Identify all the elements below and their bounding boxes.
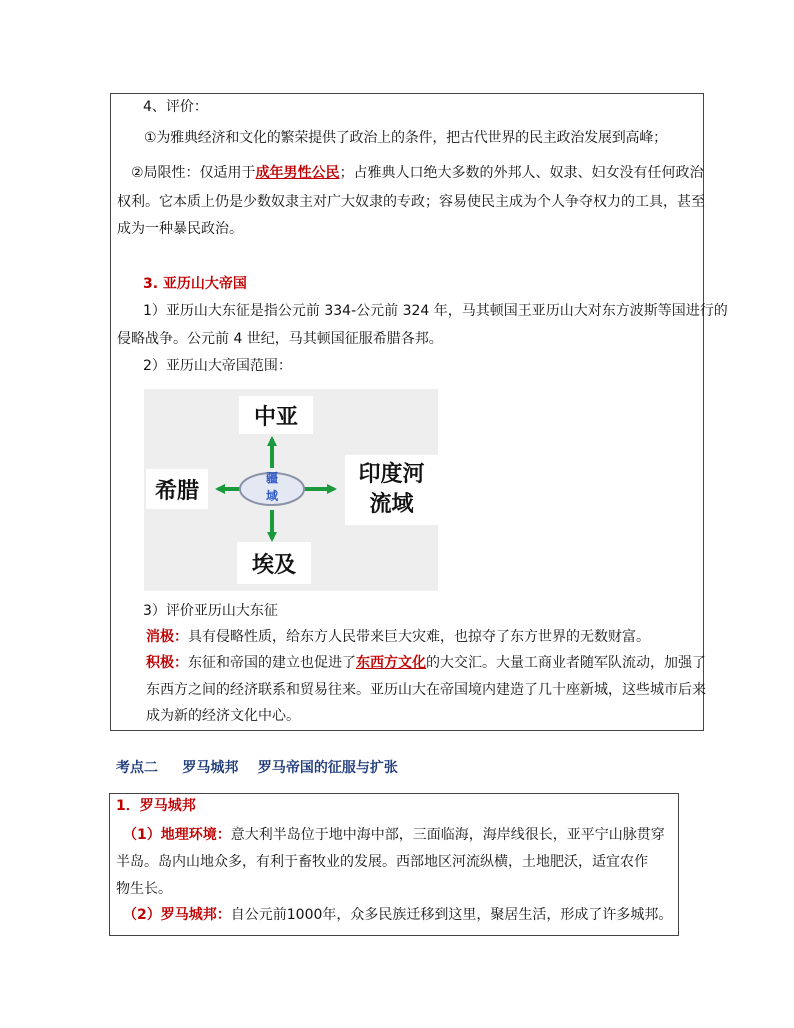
region-greece: 希腊 [146, 469, 208, 509]
eval-point-2-line-2: 权利。它本质上仍是少数奴隶主对广大奴隶的专政；容易使民主成为个人争夺权力的工具，甚至 [117, 194, 705, 210]
positive-evaluation-line-2: 东西方之间的经济联系和贸易往来。亚历山大在帝国境内建造了几十座新城，这些城市后来 [146, 682, 706, 698]
negative-label: 消极： [146, 629, 188, 645]
negative-text: 具有侵略性质，给东方人民带来巨大灾难，也掠夺了东方世界的无数财富。 [188, 629, 650, 645]
highlight-east-west-culture: 东西方文化 [356, 655, 426, 671]
city-state-label: （2）罗马城邦： [123, 907, 231, 923]
region-central-asia: 中亚 [239, 396, 313, 434]
alexander-heading: 3. 亚历山大帝国 [143, 276, 247, 292]
highlight-adult-male-citizens: 成年男性公民 [255, 165, 340, 181]
alexander-point-3: 3）评价亚历山大东征 [143, 603, 278, 619]
alexander-point-1-line-2: 侵略战争。公元前 4 世纪，马其顿国征服希腊各邦。 [117, 331, 443, 347]
geography-line-3: 物生长。 [116, 881, 172, 897]
eval-title: 4、评价： [143, 99, 208, 115]
eval-2-rest: ；占雅典人口绝大多数的外邦人、奴隶、妇女没有任何政治 [339, 165, 704, 181]
section-title: 考点二 罗马城邦 罗马帝国的征服与扩张 [116, 760, 398, 776]
center-label-territory: 疆域 [265, 471, 278, 503]
eval-point-1: ①为雅典经济和文化的繁荣提供了政治上的条件，把古代世界的民主政治发展到高峰； [144, 130, 667, 146]
eval-point-2-line-1 [131, 163, 704, 183]
eval-2-prefix: ②局限性：仅适用于 [131, 165, 256, 181]
positive-text-pre: 东征和帝国的建立也促进了 [188, 655, 356, 671]
region-indus-valley [345, 455, 438, 525]
region-indus-line-2: 流域 [369, 492, 414, 517]
eval-point-2-line-3: 成为一种暴民政治。 [117, 221, 243, 237]
positive-evaluation-line-1 [146, 653, 706, 673]
roman-city-state-line [123, 905, 672, 925]
positive-text-post: 的大交汇。大量工商业者随军队流动，加强了 [426, 655, 706, 671]
geography-text: 意大利半岛位于地中海中部，三面临海，海岸线很长，亚平宁山脉贯穿 [230, 827, 665, 843]
roman-heading: 1．罗马城邦 [116, 798, 196, 814]
negative-evaluation [146, 627, 650, 647]
positive-evaluation-line-3: 成为新的经济文化中心。 [146, 708, 300, 724]
city-state-text: 自公元前1000年，众多民族迁移到这里，聚居生活，形成了许多城邦。 [230, 907, 673, 923]
geography-line-2: 半岛。岛内山地众多，有利于畜牧业的发展。西部地区河流纵横，土地肥沃，适宜农作 [116, 854, 648, 870]
geography-label: （1）地理环境： [123, 827, 231, 843]
geography-line-1 [123, 825, 665, 845]
region-indus-line-1: 印度河 [358, 462, 425, 487]
region-egypt: 埃及 [237, 542, 311, 584]
empire-extent-diagram [144, 389, 438, 591]
alexander-point-1-line-1: 1）亚历山大东征是指公元前 334-公元前 324 年，马其顿国王亚历山大对东方波斯等国进行的 [143, 303, 728, 319]
positive-label: 积极： [146, 655, 188, 671]
alexander-point-2: 2）亚历山大帝国范围： [143, 358, 292, 374]
